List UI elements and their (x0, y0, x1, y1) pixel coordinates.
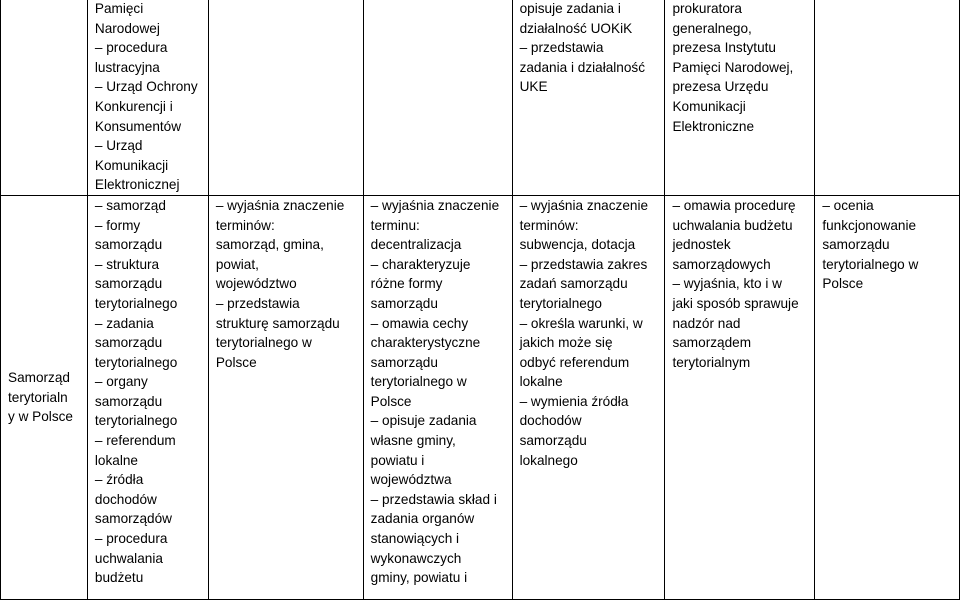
text-line: Pamięci Narodowej, (672, 59, 794, 75)
text-line: Elektroniczne (672, 118, 755, 134)
cell-excellent-empty (815, 0, 960, 195)
text-line: – zadania (94, 315, 154, 331)
text-line: – Urząd (94, 138, 143, 154)
text-line: opisuje zadania i (519, 1, 621, 16)
text-line: Polsce (215, 354, 257, 370)
line-list (520, 196, 661, 470)
text-line: województwo (215, 276, 297, 292)
cell-complete-continued (665, 0, 815, 195)
cell-excellent-requirements (815, 195, 960, 599)
text-line: prokuratora (672, 1, 742, 16)
text-line: samorządu (94, 237, 163, 253)
line-list (95, 196, 204, 588)
text-line: Konkurencji i (94, 98, 173, 114)
text-line: Polsce (370, 393, 412, 409)
cell-topic-empty (1, 0, 88, 195)
cell-advanced-requirements (512, 195, 665, 599)
text-line: subwencja, dotacja (519, 237, 636, 253)
text-line: – wyjaśnia znaczenie (370, 197, 500, 213)
text-line: samorządu (370, 354, 438, 370)
text-line: powiat, (215, 256, 259, 272)
text-line: charakterystyczne (370, 335, 481, 351)
text-line: – Urząd Ochrony (94, 79, 198, 95)
text-line: Narodowej (94, 20, 160, 36)
text-line: – omawia procedurę (672, 197, 796, 213)
text-line: terytorialn (8, 389, 68, 405)
text-line: – źródła (94, 472, 144, 488)
line-list (371, 196, 508, 588)
cell-basic-requirements (208, 195, 363, 599)
text-line: funkcjonowanie (822, 217, 917, 233)
text-line: – formy (94, 217, 141, 233)
cell-complete-requirements (665, 195, 815, 599)
text-line: lokalne (519, 374, 563, 390)
text-line: zadania organów (370, 511, 475, 527)
text-line: gminy, powiatu i (370, 570, 468, 586)
text-line: samorządów (94, 511, 172, 527)
text-line: terytorialnego (94, 295, 178, 311)
text-line: nadzór nad (672, 315, 741, 331)
text-line: – wymienia źródła (519, 393, 629, 409)
text-line: powiatu i (370, 452, 425, 468)
cell-extended-empty (363, 0, 512, 195)
text-line: – wyjaśnia, kto i w (672, 276, 782, 292)
text-line: – przedstawia skład i (370, 491, 497, 507)
text-line: – referendum (94, 433, 176, 449)
line-list (95, 0, 204, 195)
text-line: samorządu (822, 237, 890, 253)
table-row-samorzad (1, 195, 960, 599)
text-line: Komunikacji (94, 157, 169, 173)
text-line: działalność UOKiK (519, 20, 633, 36)
text-line: Komunikacji (672, 98, 746, 114)
text-line: samorząd, gmina, (215, 237, 324, 253)
line-list (822, 196, 955, 294)
text-line: – określa warunki, w (519, 315, 643, 331)
text-line: – procedura (94, 40, 168, 56)
text-line: prezesa Instytutu (672, 40, 776, 56)
line-list (672, 0, 810, 136)
text-line: jaki sposób sprawuje (672, 295, 799, 311)
text-line: zadania i działalność (519, 59, 646, 75)
cell-content (87, 195, 208, 599)
text-line: – przedstawia (215, 295, 300, 311)
text-line: budżetu (94, 570, 144, 586)
text-line: jednostek (672, 237, 731, 253)
text-line: samorządu (370, 295, 438, 311)
cell-extended-requirements (363, 195, 512, 599)
text-line: Elektronicznej (94, 177, 180, 193)
text-line: – struktura (94, 256, 160, 272)
cell-basic-empty (208, 0, 363, 195)
text-line: samorządu (94, 276, 163, 292)
text-line: lokalnego (519, 452, 578, 468)
text-line: terytorialnego (94, 354, 178, 370)
text-line: – omawia cechy (370, 315, 469, 331)
text-line: – wyjaśnia znaczenie (215, 197, 345, 213)
cell-content-continued (87, 0, 208, 195)
text-line: samorządu (94, 335, 163, 351)
text-line: lokalne (94, 452, 138, 468)
text-line: Pamięci (94, 1, 144, 16)
text-line: y w Polsce (8, 409, 73, 425)
line-list (216, 196, 359, 372)
text-line: województwa (370, 472, 452, 488)
text-line: – wyjaśnia znaczenie (519, 197, 649, 213)
text-line: terminu: (370, 217, 420, 233)
text-line: – charakteryzuje (370, 256, 471, 272)
text-line: decentralizacja (370, 237, 462, 253)
text-line: samorządowych (672, 256, 771, 272)
text-line: terytorialnego (94, 413, 178, 429)
text-line: Polsce (822, 276, 864, 292)
text-line: terytorialnego w (370, 374, 467, 390)
text-line: – procedura (94, 531, 168, 547)
text-line: odbyć referendum (519, 354, 630, 370)
table-row-continued (1, 0, 960, 195)
cell-advanced-continued (512, 0, 665, 195)
text-line: terytorialnego w (822, 256, 919, 272)
text-line: terytorialnym (672, 354, 751, 370)
text-line: uchwalania (94, 550, 163, 566)
line-list (520, 0, 661, 97)
text-line: samorządu (519, 433, 587, 449)
text-line: – przedstawia zakres (519, 256, 648, 272)
text-line: – opisuje zadania (370, 413, 477, 429)
text-line: – przedstawia (519, 40, 604, 56)
text-line: – organy (94, 374, 148, 390)
text-line: stanowiących i (370, 531, 460, 547)
line-list (8, 368, 83, 427)
text-line: prezesa Urzędu (672, 79, 769, 95)
text-line: terminów: (519, 217, 579, 233)
text-line: – samorząd (94, 197, 166, 213)
text-line: terytorialnego w (215, 335, 312, 351)
text-line: jakich może się (519, 335, 613, 351)
text-line: Konsumentów (94, 118, 182, 134)
text-line: samorządu (94, 393, 163, 409)
text-line: Samorząd (8, 370, 70, 386)
line-list (672, 196, 810, 372)
text-line: samorządem (672, 335, 752, 351)
text-line: różne formy (370, 276, 443, 292)
text-line: zadań samorządu (519, 276, 628, 292)
text-line: wykonawczych (370, 550, 462, 566)
text-line: generalnego, (672, 20, 752, 36)
text-line: uchwalania budżetu (672, 217, 793, 233)
text-line: strukturę samorządu (215, 315, 340, 331)
text-line: terminów: (215, 217, 275, 233)
text-line: własne gminy, (370, 433, 456, 449)
text-line: terytorialnego (519, 295, 602, 311)
cell-topic (1, 195, 88, 599)
text-line: dochodów (94, 491, 157, 507)
text-line: UKE (519, 79, 548, 95)
text-line: lustracyjna (94, 59, 160, 75)
text-line: – ocenia (822, 197, 874, 213)
text-line: dochodów (519, 413, 582, 429)
